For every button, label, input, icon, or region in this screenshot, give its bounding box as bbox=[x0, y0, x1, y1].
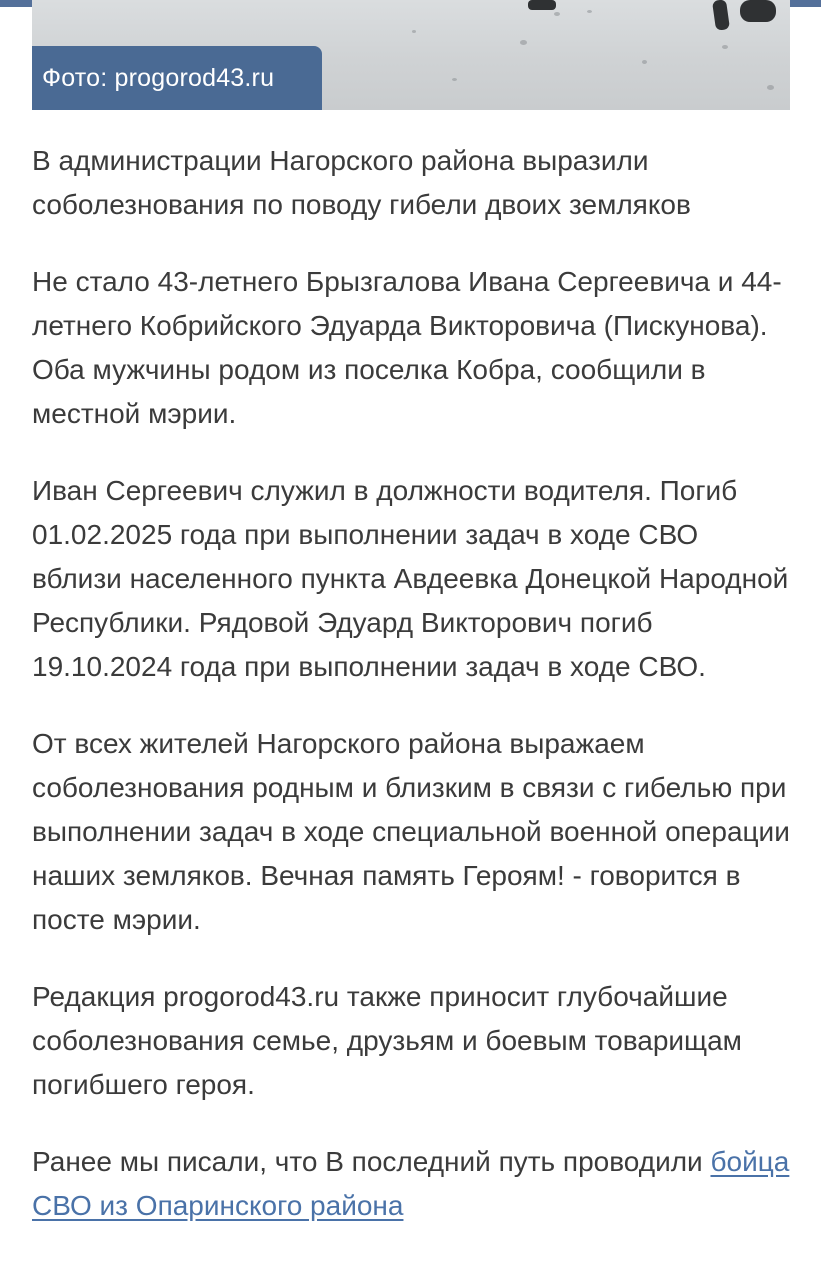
last-paragraph-text: Ранее мы писали, что В последний путь проводили bbox=[32, 1146, 703, 1177]
photo-caption bbox=[32, 46, 322, 110]
article-paragraph: Не стало 43-летнего Брызгалова Ивана Сергеевича и 44-летнего Кобрийского Эдуарда Викторовича (Пискунова). Оба мужчины родом из поселка Кобра, сообщили в местной мэрии. bbox=[32, 266, 782, 429]
photo-caption-text: Фото: progorod43.ru bbox=[42, 63, 275, 92]
article-paragraph-last bbox=[32, 1140, 792, 1228]
related-article-link[interactable]: бойца СВО из Опаринского района bbox=[32, 1146, 790, 1221]
article-paragraph: Иван Сергеевич служил в должности водителя. Погиб 01.02.2025 года при выполнении задач в ходе СВО вблизи населенного пункта Авдеевка Донецкой Народной Республики. Рядовой Эдуард Викторович погиб 19.10.2024 года при выполнении задач в ходе СВО. bbox=[32, 475, 789, 682]
article-paragraph: От всех жителей Нагорского района выражаем соболезнования родным и близким в связи с гибелью при выполнении задач в ходе специальной военной операции наших земляков. Вечная память Героям! - говорится в посте мэрии. bbox=[32, 728, 790, 935]
article-body bbox=[32, 139, 792, 1261]
article-paragraph: Редакция progorod43.ru также приносит глубочайшие соболезнования семье, друзьям и боевым товарищам погибшего героя. bbox=[32, 981, 742, 1100]
article-paragraph: В администрации Нагорского района выразили соболезнования по поводу гибели двоих земляков bbox=[32, 145, 691, 220]
